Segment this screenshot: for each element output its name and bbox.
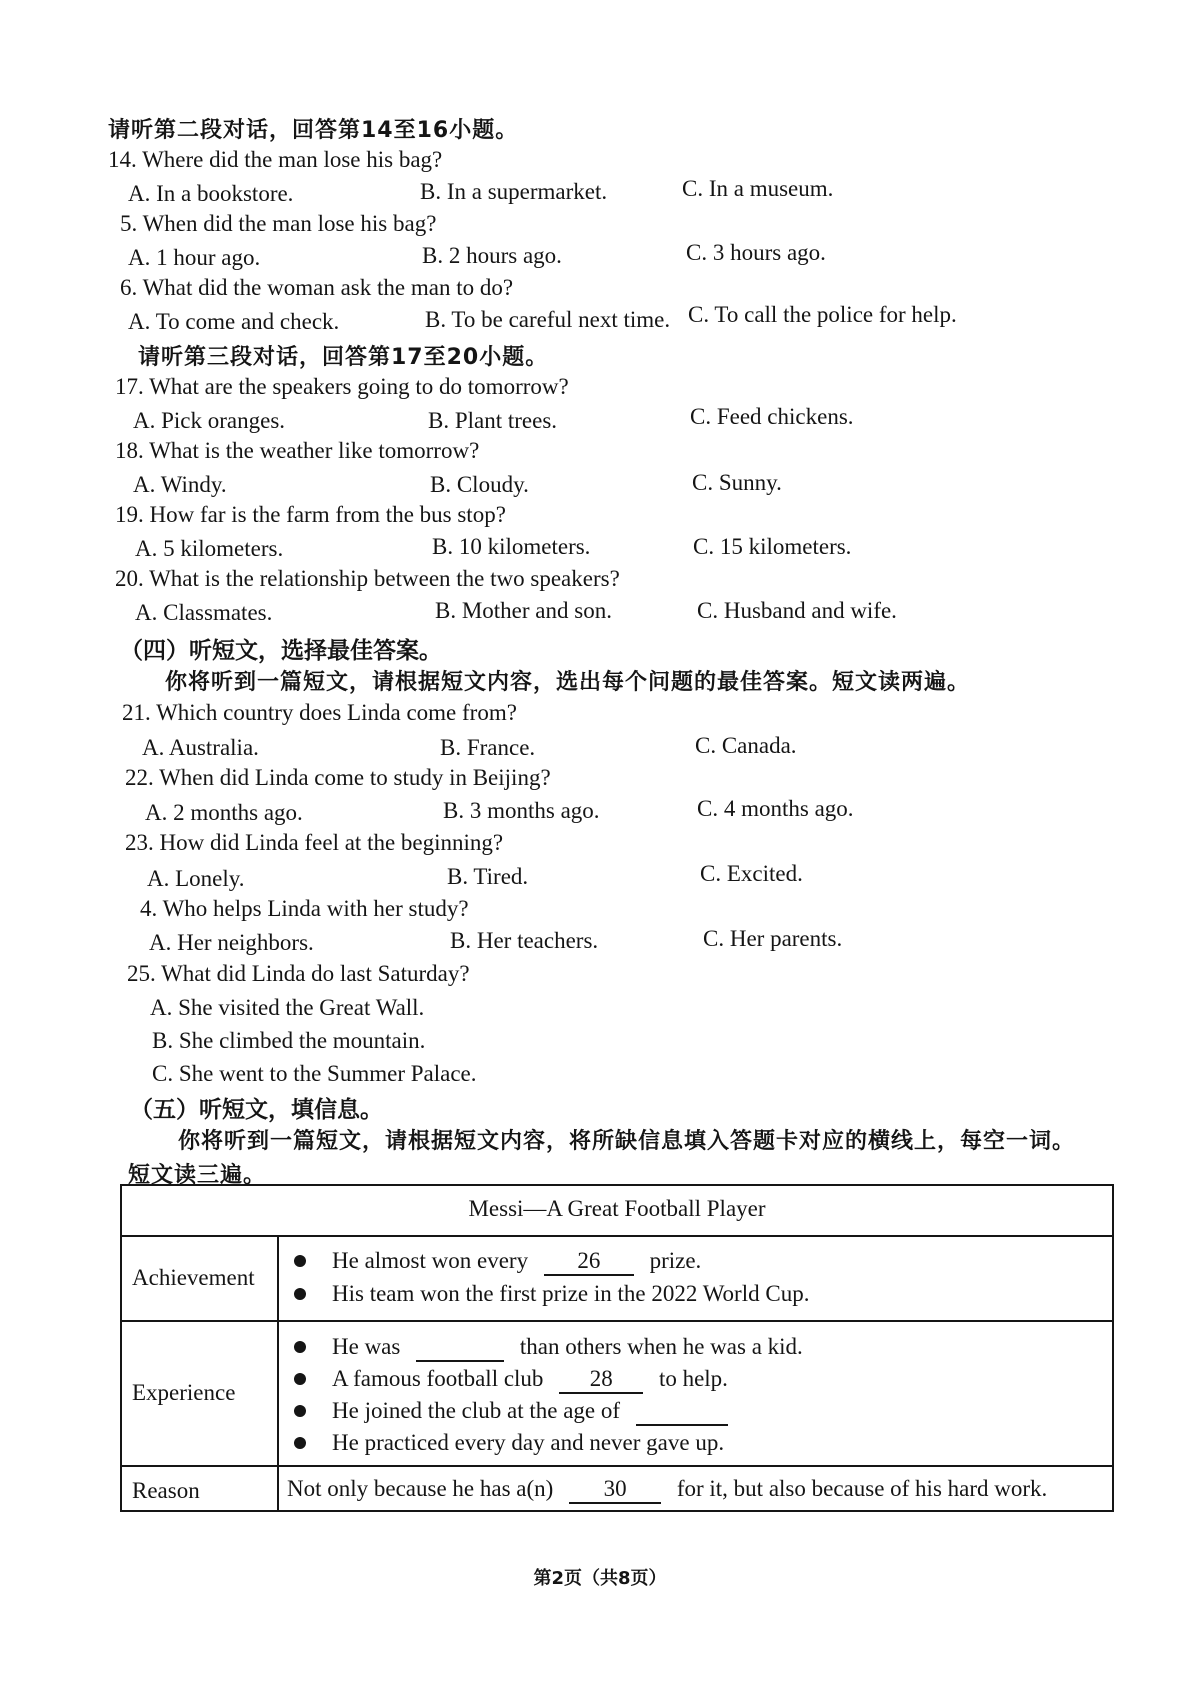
bullet-icon (294, 1341, 306, 1353)
bullet-icon (294, 1405, 306, 1417)
reason-label: Reason (132, 1478, 200, 1503)
q21-option-a: A. Australia. (142, 735, 259, 760)
blank-29[interactable] (636, 1398, 728, 1426)
q22-option-a: A. 2 months ago. (145, 800, 303, 825)
q15-option-b: B. 2 hours ago. (422, 243, 562, 268)
question-18: 18. What is the weather like tomorrow? (115, 438, 480, 463)
question-25: 25. What did Linda do last Saturday? (127, 961, 470, 986)
table-title-row (122, 1186, 1112, 1235)
bullet-icon (294, 1255, 306, 1267)
reason-row (122, 1465, 1112, 1514)
q22-option-c: C. 4 months ago. (697, 796, 854, 821)
blank-26[interactable]: 26 (544, 1248, 634, 1276)
q19-option-a: A. 5 kilometers. (135, 536, 284, 561)
q16-option-a: A. To come and check. (128, 309, 340, 334)
question-21: 21. Which country does Linda come from? (122, 700, 517, 725)
section5-instruction-line1: 你将听到一篇短文，请根据短文内容，将所缺信息填入答题卡对应的横线上，每空一词。 (178, 1129, 1076, 1154)
q21-option-c: C. Canada. (695, 733, 797, 758)
experience-line-1: He was than others when he was a kid. (294, 1334, 803, 1362)
question-19: 19. How far is the farm from the bus stop? (115, 502, 506, 527)
section4-instruction: 你将听到一篇短文，请根据短文内容，选出每个问题的最佳答案。短文读两遍。 (165, 670, 971, 695)
bullet-icon (294, 1373, 306, 1385)
experience-row (122, 1320, 1112, 1467)
question-20: 20. What is the relationship between the two speakers? (115, 566, 620, 591)
q17-option-c: C. Feed chickens. (690, 404, 854, 429)
q19-option-c: C. 15 kilometers. (693, 534, 852, 559)
table-column-divider (277, 1235, 279, 1510)
q25-option-c: C. She went to the Summer Palace. (152, 1061, 477, 1086)
q18-option-a: A. Windy. (133, 472, 227, 497)
question-17: 17. What are the speakers going to do tomorrow? (115, 374, 569, 399)
q25-option-b: B. She climbed the mountain. (152, 1028, 426, 1053)
q17-option-b: B. Plant trees. (428, 408, 558, 433)
q14-option-b: B. In a supermarket. (420, 179, 608, 204)
experience-label: Experience (132, 1380, 236, 1405)
q16-option-c: C. To call the police for help. (688, 302, 957, 327)
q17-option-a: A. Pick oranges. (133, 408, 286, 433)
question-14: 14. Where did the man lose his bag? (108, 147, 443, 172)
section4-heading: （四）听短文，选择最佳答案。 (120, 638, 442, 664)
experience-line-3: He joined the club at the age of (294, 1398, 738, 1426)
bullet-icon (294, 1437, 306, 1449)
q25-option-a: A. She visited the Great Wall. (150, 995, 425, 1020)
achievement-line-1: He almost won every 26 prize. (294, 1248, 701, 1276)
section5-heading: （五）听短文，填信息。 (130, 1097, 383, 1123)
q15-option-a: A. 1 hour ago. (128, 245, 261, 270)
q14-option-a: A. In a bookstore. (128, 181, 294, 206)
q23-option-b: B. Tired. (447, 864, 529, 889)
q18-option-c: C. Sunny. (692, 470, 782, 495)
q14-option-c: C. In a museum. (682, 176, 834, 201)
q21-option-b: B. France. (440, 735, 536, 760)
q24-option-a: A. Her neighbors. (149, 930, 314, 955)
experience-line-2: A famous football club 28 to help. (294, 1366, 728, 1394)
blank-27[interactable] (416, 1334, 504, 1362)
question-15: 5. When did the man lose his bag? (120, 211, 437, 236)
q20-option-c: C. Husband and wife. (697, 598, 897, 623)
question-24: 4. Who helps Linda with her study? (140, 896, 469, 921)
q23-option-a: A. Lonely. (147, 866, 245, 891)
question-16: 6. What did the woman ask the man to do? (120, 275, 514, 300)
q19-option-b: B. 10 kilometers. (432, 534, 591, 559)
achievement-row (122, 1235, 1112, 1322)
q15-option-c: C. 3 hours ago. (686, 240, 826, 265)
q23-option-c: C. Excited. (700, 861, 803, 886)
achievement-line-2: His team won the first prize in the 2022 World Cup. (294, 1281, 809, 1307)
q20-option-b: B. Mother and son. (435, 598, 612, 623)
achievement-label: Achievement (132, 1265, 255, 1290)
q24-option-c: C. Her parents. (703, 926, 843, 951)
reason-line: Not only because he has a(n) 30 for it, but also because of his hard work. (287, 1476, 1047, 1504)
q22-option-b: B. 3 months ago. (443, 798, 600, 823)
q24-option-b: B. Her teachers. (450, 928, 599, 953)
messi-info-table (120, 1184, 1114, 1512)
part3-instruction: 请听第三段对话，回答第17至20小题。 (138, 345, 549, 370)
section5-instruction-line2: 短文读三遍。 (128, 1163, 267, 1188)
blank-28[interactable]: 28 (559, 1366, 643, 1394)
table-title: Messi—A Great Football Player (468, 1196, 766, 1221)
question-22: 22. When did Linda come to study in Beijing? (125, 765, 551, 790)
blank-30[interactable]: 30 (569, 1476, 661, 1504)
page-footer: 第2页（共8页） (533, 1568, 667, 1589)
q20-option-a: A. Classmates. (135, 600, 273, 625)
experience-line-4: He practiced every day and never gave up. (294, 1430, 724, 1456)
question-23: 23. How did Linda feel at the beginning? (125, 830, 504, 855)
q18-option-b: B. Cloudy. (430, 472, 529, 497)
q16-option-b: B. To be careful next time. (425, 307, 671, 332)
part2-instruction: 请听第二段对话，回答第14至16小题。 (108, 118, 519, 143)
bullet-icon (294, 1288, 306, 1300)
